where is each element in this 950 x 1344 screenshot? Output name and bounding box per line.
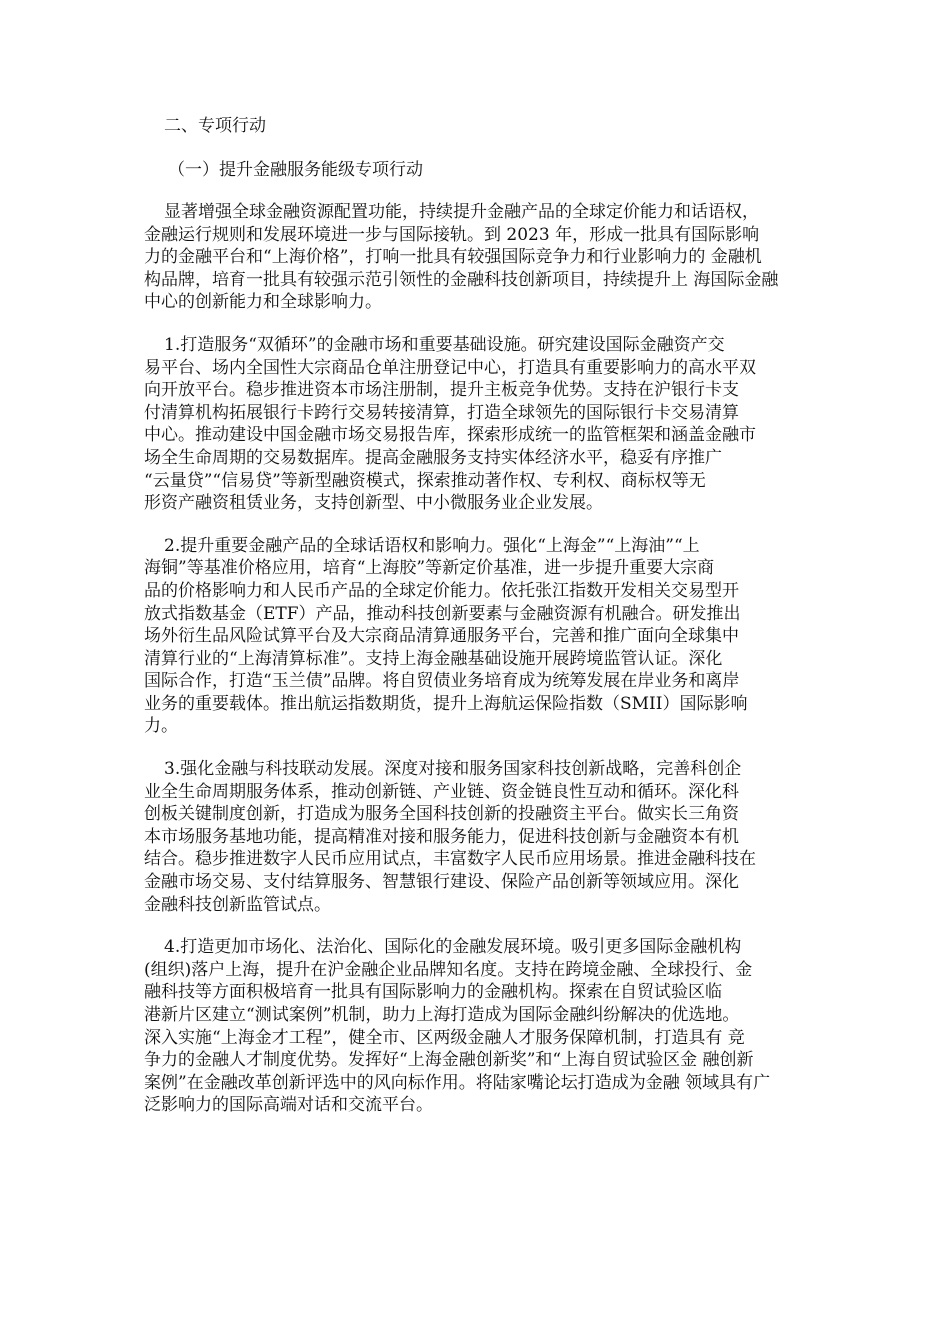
- paragraph-line: 清算行业的“上海清算标准”。支持上海金融基础设施开展跨境监管认证。深化: [144, 648, 723, 669]
- paragraphs: [144, 201, 808, 1117]
- paragraph-line: 争力的金融人才制度优势。发挥好“上海金融创新奖”和“上海自贸试验区金 融创新: [144, 1050, 754, 1071]
- paragraph-line: 案例”在金融改革创新评选中的风向标作用。将陆家嘴论坛打造成为金融 领域具有广: [144, 1072, 771, 1093]
- paragraph-line: 场外衍生品风险试算平台及大宗商品清算通服务平台，完善和推广面向全球集中: [144, 626, 739, 647]
- paragraph-line: 金融市场交易、支付结算服务、智慧银行建设、保险产品创新等领域应用。深化: [144, 872, 739, 893]
- paragraph-line: 力。: [144, 716, 178, 737]
- paragraph-line: 构品牌，培育一批具有较强示范引领性的金融科技创新项目，持续提升上 海国际金融: [144, 269, 779, 290]
- paragraph-line: 中心的创新能力和全球影响力。: [144, 292, 382, 313]
- paragraph-line: 力的金融平台和“上海价格”，打响一批具有较强国际竞争力和行业影响力的 金融机: [144, 247, 762, 268]
- paragraph-line: 付清算机构拓展银行卡跨行交易转接清算，打造全球领先的国际银行卡交易清算: [144, 402, 739, 423]
- paragraph-line: “云量贷”“信易贷”等新型融资模式，探索推动著作权、专利权、商标权等无: [144, 470, 706, 491]
- paragraph-line: 融科技等方面积极培育一批具有国际影响力的金融机构。探索在自贸试验区临: [144, 982, 722, 1003]
- paragraph-line: 2.提升重要金融产品的全球话语权和影响力。强化“上海金”“上海油”“上: [164, 535, 700, 556]
- paragraph-line: 1.打造服务“双循环”的金融市场和重要基础设施。研究建设国际金融资产交: [164, 334, 725, 355]
- document-body: [144, 115, 808, 1117]
- paragraph-line: 海铜”等基准价格应用，培育“上海胶”等新定价基准，进一步提升重要大宗商: [144, 558, 715, 579]
- paragraph-line: 业全生命周期服务体系，推动创新链、产业链、资金链良性互动和循环。深化科: [144, 781, 739, 802]
- paragraph-line: 深入实施“上海金才工程”，健全市、区两级金融人才服务保障机制，打造具有 竞: [144, 1027, 745, 1048]
- paragraph-line: 结合。稳步推进数字人民币应用试点，丰富数字人民币应用场景。推进金融科技在: [144, 849, 756, 870]
- paragraph: [144, 334, 808, 515]
- paragraph-line: 国际合作，打造“玉兰债”品牌。将自贸债业务培育成为统筹发展在岸业务和离岸: [144, 671, 740, 692]
- paragraph-line: (组织)落户上海，提升在沪金融企业品牌知名度。支持在跨境金融、全球投行、金: [144, 959, 753, 980]
- paragraph-line: 易平台、场内全国性大宗商品仓单注册登记中心，打造具有重要影响力的高水平双: [144, 357, 756, 378]
- paragraph-line: 向开放平台。稳步推进资本市场注册制，提升主板竞争优势。支持在沪银行卡支: [144, 380, 739, 401]
- paragraph-line: 品的价格影响力和人民币产品的全球定价能力。依托张江指数开发相关交易型开: [144, 580, 739, 601]
- paragraph-line: 业务的重要载体。推出航运指数期货，提升上海航运保险指数（SMII）国际影响: [144, 693, 748, 714]
- paragraph-line: 泛影响力的国际高端对话和交流平台。: [144, 1095, 433, 1116]
- paragraph: [144, 535, 808, 738]
- paragraph-line: 形资产融资租赁业务，支持创新型、中小微服务业企业发展。: [144, 493, 603, 514]
- paragraph-line: 3.强化金融与科技联动发展。深度对接和服务国家科技创新战略，完善科创企: [164, 759, 742, 780]
- paragraph-line: 港新片区建立“测试案例”机制，助力上海打造成为国际金融纠纷解决的优选地。: [144, 1005, 740, 1025]
- paragraph: [144, 201, 808, 314]
- paragraph: [144, 758, 808, 916]
- paragraph-line: 放式指数基金（ETF）产品，推动科技创新要素与金融资源有机融合。研发推出: [144, 603, 741, 624]
- paragraph-line: 4.打造更加市场化、法治化、国际化的金融发展环境。吸引更多国际金融机构: [164, 937, 742, 958]
- paragraph-line: 金融科技创新监管试点。: [144, 894, 331, 915]
- paragraph-line: 金融运行规则和发展环境进一步与国际接轨。到 2023 年，形成一批具有国际影响: [144, 224, 760, 245]
- paragraph-line: 中心。推动建设中国金融市场交易报告库，探索形成统一的监管框架和涵盖金融市: [144, 425, 756, 446]
- subsection-title: （一）提升金融服务能级专项行动: [168, 160, 423, 180]
- section-title: 二、专项行动: [164, 116, 266, 136]
- paragraph-line: 创板关键制度创新，打造成为服务全国科技创新的投融资主平台。做实长三角资: [144, 804, 739, 825]
- paragraph: [144, 936, 808, 1117]
- paragraph-line: 显著增强全球金融资源配置功能，持续提升金融产品的全球定价能力和话语权，: [164, 202, 759, 222]
- paragraph-line: 场全生命周期的交易数据库。提高金融服务支持实体经济水平，稳妥有序推广: [144, 447, 722, 468]
- paragraph-line: 本市场服务基地功能，提高精准对接和服务能力，促进科技创新与金融资本有机: [144, 826, 739, 847]
